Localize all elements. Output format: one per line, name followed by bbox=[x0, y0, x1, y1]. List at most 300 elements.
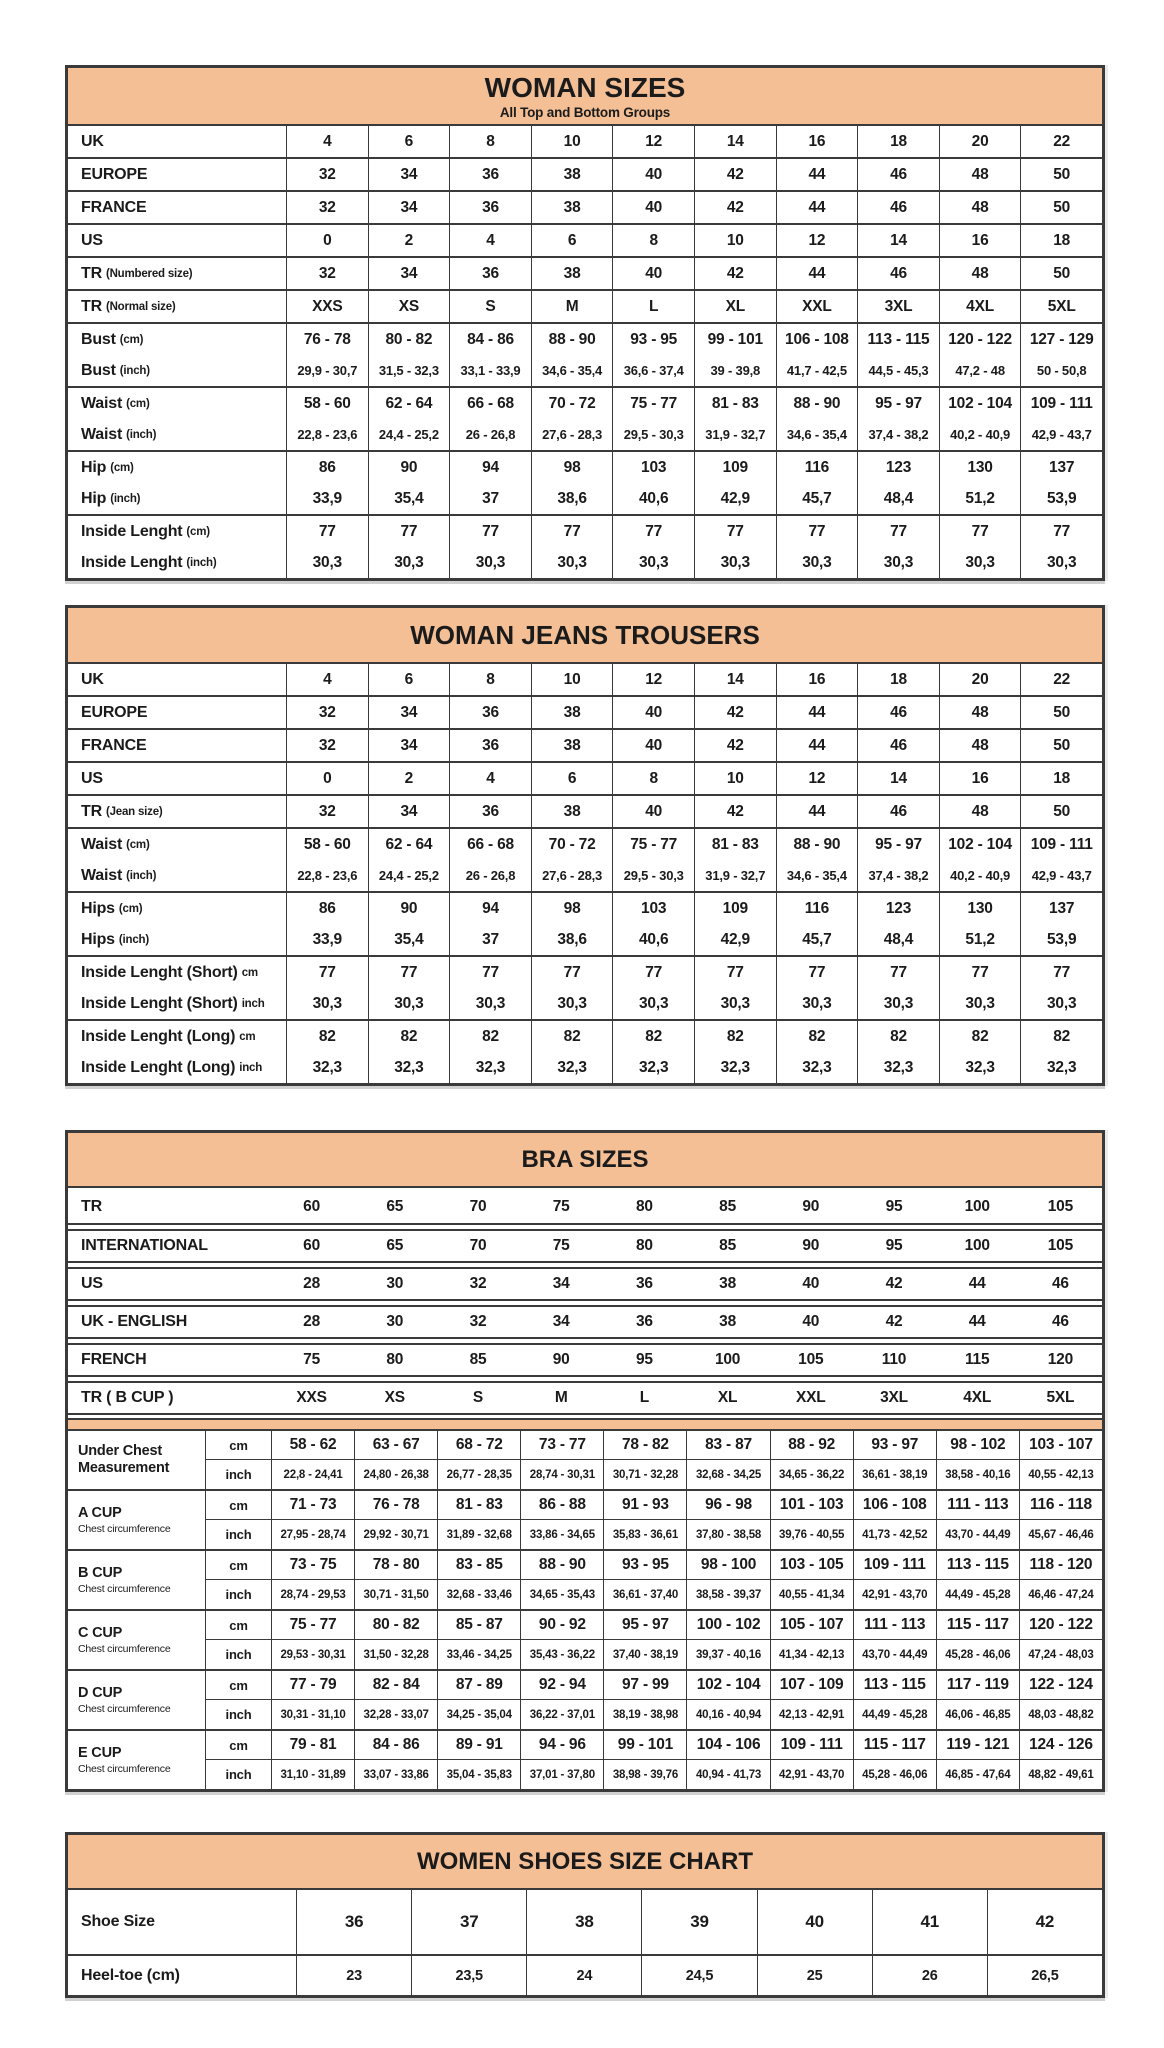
cell: 29,5 - 30,3 bbox=[612, 419, 694, 450]
row-label bbox=[68, 483, 286, 514]
row-label-text: Inside Lenght bbox=[81, 553, 183, 571]
cell: 44 bbox=[776, 796, 858, 827]
cell: 31,9 - 32,7 bbox=[694, 419, 776, 450]
cell: 30,3 bbox=[612, 988, 694, 1019]
row-label bbox=[68, 1191, 270, 1223]
row-label-unit: (inch) bbox=[119, 364, 150, 377]
cell: 123 bbox=[857, 452, 939, 483]
cell: 79 - 81 bbox=[271, 1731, 354, 1760]
cell: 75 bbox=[552, 1237, 570, 1254]
row-label-text: TR bbox=[81, 297, 102, 315]
cell: 103 bbox=[612, 452, 694, 483]
cell: 37,80 - 38,58 bbox=[686, 1520, 769, 1549]
cell: 38,19 - 38,98 bbox=[603, 1700, 686, 1729]
table-group bbox=[68, 289, 1102, 322]
cell: 39,76 - 40,55 bbox=[770, 1520, 853, 1549]
cell: 34,6 - 35,4 bbox=[531, 355, 613, 386]
row-label bbox=[68, 258, 286, 289]
unit-label-inch: inch bbox=[205, 1760, 271, 1789]
cell: 38 bbox=[719, 1275, 736, 1292]
cell: 30,3 bbox=[449, 988, 531, 1019]
table-group bbox=[68, 223, 1102, 256]
cell: 36 bbox=[635, 1275, 653, 1292]
table-group bbox=[68, 891, 1102, 955]
cell: 48 bbox=[939, 192, 1021, 223]
cell: 95 bbox=[635, 1351, 653, 1368]
cell: L bbox=[612, 291, 694, 322]
cell: 30,3 bbox=[368, 988, 450, 1019]
table-group bbox=[68, 794, 1102, 827]
cell: 75 - 77 bbox=[271, 1611, 354, 1640]
cell: 58 - 60 bbox=[286, 829, 368, 860]
row-label-text: Hips bbox=[81, 899, 115, 917]
cell: 32 bbox=[286, 697, 368, 728]
row-label bbox=[68, 697, 286, 728]
cell: 33,9 bbox=[286, 483, 368, 514]
cell: 30,3 bbox=[776, 547, 858, 578]
row-label: Shoe Size bbox=[81, 1913, 155, 1930]
cell: 102 - 104 bbox=[939, 829, 1021, 860]
row-label-unit: (Numbered size) bbox=[105, 267, 193, 280]
row-label-text: Bust bbox=[81, 330, 116, 348]
cell: 30 bbox=[386, 1313, 404, 1330]
shoe-row bbox=[68, 1954, 1102, 1995]
cell: 36 bbox=[449, 258, 531, 289]
cell: 77 bbox=[612, 957, 694, 988]
cell: 46,06 - 46,85 bbox=[936, 1700, 1019, 1729]
table-group bbox=[68, 322, 1102, 386]
cell: 40,94 - 41,73 bbox=[686, 1760, 769, 1789]
cell: 5XL bbox=[1020, 291, 1102, 322]
cell: 115 - 117 bbox=[853, 1731, 936, 1760]
cell: 58 - 60 bbox=[286, 388, 368, 419]
cell: 33,9 bbox=[286, 924, 368, 955]
row-label-text: US bbox=[81, 231, 103, 249]
cell: 94 bbox=[449, 452, 531, 483]
cell: 36 bbox=[449, 697, 531, 728]
cell: 3XL bbox=[857, 291, 939, 322]
cell: 46 bbox=[857, 697, 939, 728]
row-label-unit: inch bbox=[241, 997, 265, 1010]
unit-label-cm: cm bbox=[205, 1431, 271, 1460]
row-label-unit: (Jean size) bbox=[105, 805, 163, 818]
cell: 36 bbox=[449, 730, 531, 761]
cup-label-text: E CUP bbox=[78, 1745, 122, 1762]
row-label-text: Hips bbox=[81, 930, 115, 948]
cell: 105 bbox=[1047, 1237, 1074, 1254]
cell: 48 bbox=[939, 159, 1021, 190]
woman-sizes-subtitle: All Top and Bottom Groups bbox=[499, 105, 671, 120]
cell: 85 bbox=[469, 1351, 487, 1368]
row-label bbox=[68, 452, 286, 483]
cell: 43,70 - 44,49 bbox=[853, 1640, 936, 1669]
cell: 44 bbox=[776, 697, 858, 728]
cell: 32 bbox=[469, 1313, 487, 1330]
cell: 100 bbox=[964, 1198, 990, 1215]
cell: 32,3 bbox=[1020, 1052, 1102, 1083]
cell: 36 bbox=[449, 796, 531, 827]
cell: 42 bbox=[694, 697, 776, 728]
row-label-text: UK bbox=[81, 132, 104, 150]
cell: 48 bbox=[939, 730, 1021, 761]
cell: 10 bbox=[531, 664, 613, 695]
cell: 33,1 - 33,9 bbox=[449, 355, 531, 386]
cell: 102 - 104 bbox=[939, 388, 1021, 419]
women-shoes-header bbox=[68, 1835, 1102, 1890]
cell: 51,2 bbox=[939, 483, 1021, 514]
cell: 48 bbox=[939, 258, 1021, 289]
cell: 35,83 - 36,61 bbox=[603, 1520, 686, 1549]
cell: 77 bbox=[776, 516, 858, 547]
cell: 66 - 68 bbox=[449, 829, 531, 860]
cell: 117 - 119 bbox=[936, 1671, 1019, 1700]
women-shoes-table bbox=[65, 1832, 1105, 1998]
cell: 106 - 108 bbox=[776, 324, 858, 355]
unit-label-inch: inch bbox=[205, 1700, 271, 1729]
cell: 36 bbox=[296, 1890, 411, 1954]
cell: 88 - 90 bbox=[520, 1551, 603, 1580]
bra-cup-groups bbox=[68, 1431, 1102, 1789]
cell: 32,3 bbox=[368, 1052, 450, 1083]
cell: 93 - 97 bbox=[853, 1431, 936, 1460]
cell: 32,3 bbox=[449, 1052, 531, 1083]
cell: 130 bbox=[939, 452, 1021, 483]
row-label-unit: (cm) bbox=[126, 397, 150, 410]
row-label-text: EUROPE bbox=[81, 703, 148, 721]
cell: 109 bbox=[694, 893, 776, 924]
row-label-text: FRENCH bbox=[81, 1351, 147, 1368]
cell: 40,55 - 42,13 bbox=[1019, 1460, 1102, 1489]
cell: 78 - 82 bbox=[603, 1431, 686, 1460]
row-label bbox=[68, 988, 286, 1019]
cell: 38 bbox=[526, 1890, 641, 1954]
cell: 120 - 122 bbox=[1019, 1611, 1102, 1640]
cup-label-text: Under Chest Measurement bbox=[78, 1443, 170, 1476]
cell: 82 bbox=[694, 1021, 776, 1052]
cell: 65 bbox=[386, 1198, 404, 1215]
cell: 20 bbox=[939, 664, 1021, 695]
cell: 66 - 68 bbox=[449, 388, 531, 419]
cell: 32 bbox=[286, 258, 368, 289]
bra-sizes-header bbox=[68, 1133, 1102, 1188]
row-label-text: TR ( B CUP ) bbox=[81, 1389, 174, 1406]
row-label bbox=[68, 1307, 270, 1337]
cell: XS bbox=[368, 291, 450, 322]
cell: 50 bbox=[1020, 192, 1102, 223]
cell: 46 bbox=[857, 159, 939, 190]
cell: XL bbox=[694, 291, 776, 322]
cup-label bbox=[68, 1671, 205, 1729]
cell: 48,03 - 48,82 bbox=[1019, 1700, 1102, 1729]
cell: 44,49 - 45,28 bbox=[853, 1700, 936, 1729]
cell: 42,9 bbox=[694, 483, 776, 514]
cell: 106 - 108 bbox=[853, 1491, 936, 1520]
cell: 38,6 bbox=[531, 924, 613, 955]
cell: 103 - 105 bbox=[770, 1551, 853, 1580]
cell: 50 bbox=[1020, 796, 1102, 827]
cell: 39 bbox=[641, 1890, 756, 1954]
row-label-unit: (inch) bbox=[186, 556, 217, 569]
cell: 99 - 101 bbox=[603, 1731, 686, 1760]
unit-label-cm: cm bbox=[205, 1491, 271, 1520]
cell: 105 bbox=[1047, 1198, 1074, 1215]
cell: 38 bbox=[531, 697, 613, 728]
cell: 45,28 - 46,06 bbox=[936, 1640, 1019, 1669]
cell: 38,98 - 39,76 bbox=[603, 1760, 686, 1789]
cell: 88 - 90 bbox=[776, 829, 858, 860]
cell: 40 bbox=[612, 730, 694, 761]
cell: 103 bbox=[612, 893, 694, 924]
cell: 90 bbox=[802, 1198, 820, 1215]
cell: 100 - 102 bbox=[686, 1611, 769, 1640]
cell: 62 - 64 bbox=[368, 388, 450, 419]
cell: 44 bbox=[968, 1275, 986, 1292]
cell: 82 bbox=[1020, 1021, 1102, 1052]
cell: 32,3 bbox=[286, 1052, 368, 1083]
row-label-text: Waist bbox=[81, 425, 123, 443]
row-label bbox=[68, 388, 286, 419]
cell: 42,9 bbox=[694, 924, 776, 955]
cell: 44,49 - 45,28 bbox=[936, 1580, 1019, 1609]
cell: 42,9 - 43,7 bbox=[1020, 860, 1102, 891]
cell: 91 - 93 bbox=[603, 1491, 686, 1520]
cell: 77 bbox=[939, 516, 1021, 547]
cell: 75 bbox=[552, 1198, 570, 1215]
cell: 10 bbox=[531, 126, 613, 157]
cell: 22,8 - 23,6 bbox=[286, 860, 368, 891]
cell: 38 bbox=[531, 258, 613, 289]
row-label-unit: (cm) bbox=[186, 525, 210, 538]
cell: 77 bbox=[857, 516, 939, 547]
cell: 28 bbox=[303, 1313, 321, 1330]
cell: 86 bbox=[286, 452, 368, 483]
cell: 32,3 bbox=[857, 1052, 939, 1083]
cell: 32,68 - 33,46 bbox=[437, 1580, 520, 1609]
cell: 80 bbox=[635, 1198, 653, 1215]
cell: 46,85 - 47,64 bbox=[936, 1760, 1019, 1789]
cell: 46 bbox=[1051, 1313, 1069, 1330]
cell: XS bbox=[384, 1389, 405, 1406]
cell: 95 bbox=[885, 1198, 903, 1215]
cell: 37,4 - 38,2 bbox=[857, 860, 939, 891]
row-label-unit: inch bbox=[239, 1061, 263, 1074]
cell: 10 bbox=[694, 763, 776, 794]
row-label-text: Inside Lenght bbox=[81, 522, 183, 540]
cell: 42 bbox=[694, 258, 776, 289]
row-label bbox=[68, 1269, 270, 1299]
woman-sizes-header bbox=[68, 68, 1102, 126]
table-group bbox=[68, 126, 1102, 157]
cell: 107 - 109 bbox=[770, 1671, 853, 1700]
bra-band-row bbox=[68, 1381, 1102, 1415]
row-label-unit: (cm) bbox=[119, 333, 144, 346]
cell: 65 bbox=[386, 1237, 404, 1254]
cell: 45,67 - 46,46 bbox=[1019, 1520, 1102, 1549]
cell: 77 bbox=[776, 957, 858, 988]
woman-sizes-table bbox=[65, 65, 1105, 581]
table-group bbox=[68, 728, 1102, 761]
cell: 80 bbox=[635, 1237, 653, 1254]
cell: 82 bbox=[368, 1021, 450, 1052]
cell: 38,6 bbox=[531, 483, 613, 514]
cell: 30,3 bbox=[286, 988, 368, 1019]
cell: 40,55 - 41,34 bbox=[770, 1580, 853, 1609]
cell: 26 - 26,8 bbox=[449, 860, 531, 891]
cell: 30,71 - 31,50 bbox=[354, 1580, 437, 1609]
cell: 75 bbox=[303, 1351, 321, 1368]
cell: 116 bbox=[776, 893, 858, 924]
cell: 30,3 bbox=[531, 988, 613, 1019]
cell: 24,4 - 25,2 bbox=[368, 419, 450, 450]
unit-label-inch: inch bbox=[205, 1460, 271, 1489]
cell: 87 - 89 bbox=[437, 1671, 520, 1700]
cell: 42 bbox=[885, 1275, 903, 1292]
cell: 32 bbox=[286, 730, 368, 761]
cell: 88 - 92 bbox=[770, 1431, 853, 1460]
row-label-text: UK - ENGLISH bbox=[81, 1313, 188, 1330]
cell: 42,91 - 43,70 bbox=[853, 1580, 936, 1609]
cell: 63 - 67 bbox=[354, 1431, 437, 1460]
cell: 6 bbox=[368, 126, 450, 157]
cell: 77 bbox=[1020, 957, 1102, 988]
cell: 32,3 bbox=[531, 1052, 613, 1083]
cell: 50 bbox=[1020, 159, 1102, 190]
cell: 33,86 - 34,65 bbox=[520, 1520, 603, 1549]
cell: 109 bbox=[694, 452, 776, 483]
unit-label-cm: cm bbox=[205, 1611, 271, 1640]
cell: 93 - 95 bbox=[612, 324, 694, 355]
cell: 8 bbox=[449, 126, 531, 157]
cell: 39,37 - 40,16 bbox=[686, 1640, 769, 1669]
cell: 32,3 bbox=[694, 1052, 776, 1083]
cell: 31,9 - 32,7 bbox=[694, 860, 776, 891]
row-label bbox=[68, 1231, 270, 1261]
cell: 40 bbox=[612, 192, 694, 223]
cell: 82 bbox=[612, 1021, 694, 1052]
cell: 23,5 bbox=[411, 1956, 526, 1995]
row-label-text: US bbox=[81, 1275, 103, 1292]
cell: 70 - 72 bbox=[531, 829, 613, 860]
unit-label-cm: cm bbox=[205, 1551, 271, 1580]
woman-jeans-title: WOMAN JEANS TROUSERS bbox=[410, 619, 760, 650]
cell: 70 - 72 bbox=[531, 388, 613, 419]
cell: 81 - 83 bbox=[694, 388, 776, 419]
cell: 26,5 bbox=[987, 1956, 1102, 1995]
cell: 40 bbox=[802, 1275, 820, 1292]
cell: 94 bbox=[449, 893, 531, 924]
cell: 44 bbox=[776, 730, 858, 761]
cell: 34,65 - 35,43 bbox=[520, 1580, 603, 1609]
cell: 36,61 - 37,40 bbox=[603, 1580, 686, 1609]
cell: 0 bbox=[286, 763, 368, 794]
cell: 12 bbox=[612, 664, 694, 695]
cell: 110 bbox=[881, 1351, 907, 1368]
bra-band-row bbox=[68, 1267, 1102, 1301]
bra-band-row bbox=[68, 1229, 1102, 1263]
row-label bbox=[68, 324, 286, 355]
row-label bbox=[68, 419, 286, 450]
cell: 4 bbox=[449, 763, 531, 794]
cell: 103 - 107 bbox=[1019, 1431, 1102, 1460]
row-label bbox=[68, 1383, 270, 1413]
cell: 53,9 bbox=[1020, 483, 1102, 514]
cell: 44,5 - 45,3 bbox=[857, 355, 939, 386]
cell: 77 bbox=[531, 516, 613, 547]
row-label: Heel-toe (cm) bbox=[81, 1966, 180, 1984]
bra-band-row bbox=[68, 1305, 1102, 1339]
cell: 34 bbox=[368, 258, 450, 289]
cell: 30,3 bbox=[612, 547, 694, 578]
row-label-text: Inside Lenght (Short) bbox=[81, 994, 238, 1012]
cell: 29,9 - 30,7 bbox=[286, 355, 368, 386]
cell: 6 bbox=[368, 664, 450, 695]
cell: 14 bbox=[694, 664, 776, 695]
cell: 41 bbox=[872, 1890, 987, 1954]
women-shoes-title: WOMEN SHOES SIZE CHART bbox=[416, 1847, 753, 1875]
cell: 26 bbox=[872, 1956, 987, 1995]
cell: 34,6 - 35,4 bbox=[776, 860, 858, 891]
cell: 123 bbox=[857, 893, 939, 924]
cell: 46 bbox=[857, 730, 939, 761]
cell: 35,4 bbox=[368, 924, 450, 955]
cell: 8 bbox=[612, 763, 694, 794]
cup-label-subtext: Chest circumference bbox=[78, 1642, 171, 1655]
cell: 26,77 - 28,35 bbox=[437, 1460, 520, 1489]
cell: 30,3 bbox=[531, 547, 613, 578]
cell: 48,4 bbox=[857, 483, 939, 514]
cell: 98 - 102 bbox=[936, 1431, 1019, 1460]
row-label bbox=[68, 924, 286, 955]
cell: 45,28 - 46,06 bbox=[853, 1760, 936, 1789]
cell: 37 bbox=[449, 483, 531, 514]
cell: 70 bbox=[469, 1198, 487, 1215]
cell: 100 bbox=[964, 1237, 990, 1254]
row-label-text: FRANCE bbox=[81, 736, 147, 754]
row-label-unit: (inch) bbox=[126, 428, 157, 441]
cell: 120 bbox=[1047, 1351, 1074, 1368]
cell: 40,16 - 40,94 bbox=[686, 1700, 769, 1729]
cell: 95 - 97 bbox=[857, 388, 939, 419]
cell: 48 bbox=[939, 796, 1021, 827]
cell: 77 bbox=[368, 957, 450, 988]
cell: 30,31 - 31,10 bbox=[271, 1700, 354, 1729]
cell: XXS bbox=[296, 1389, 327, 1406]
row-label bbox=[68, 1021, 286, 1052]
cell: XXL bbox=[776, 291, 858, 322]
cell: 98 bbox=[531, 452, 613, 483]
cell: 100 bbox=[714, 1351, 741, 1368]
cell: 24,80 - 26,38 bbox=[354, 1460, 437, 1489]
cell: 77 bbox=[449, 957, 531, 988]
row-label bbox=[68, 126, 286, 157]
cell: 95 bbox=[885, 1237, 903, 1254]
cell: 27,6 - 28,3 bbox=[531, 419, 613, 450]
cell: 82 bbox=[776, 1021, 858, 1052]
cell: 45,7 bbox=[776, 483, 858, 514]
cup-label-subtext: Chest circumference bbox=[78, 1582, 171, 1595]
bra-band-row bbox=[68, 1343, 1102, 1377]
cell: 48,82 - 49,61 bbox=[1019, 1760, 1102, 1789]
row-label-unit: cm bbox=[239, 1030, 256, 1043]
bra-separator-strip bbox=[68, 1418, 1102, 1431]
cell: 35,4 bbox=[368, 483, 450, 514]
cell: 30,3 bbox=[1020, 988, 1102, 1019]
row-label bbox=[68, 893, 286, 924]
cell: 18 bbox=[1020, 763, 1102, 794]
cell: 77 bbox=[449, 516, 531, 547]
row-label-text: TR bbox=[81, 264, 102, 282]
cell: 18 bbox=[857, 664, 939, 695]
